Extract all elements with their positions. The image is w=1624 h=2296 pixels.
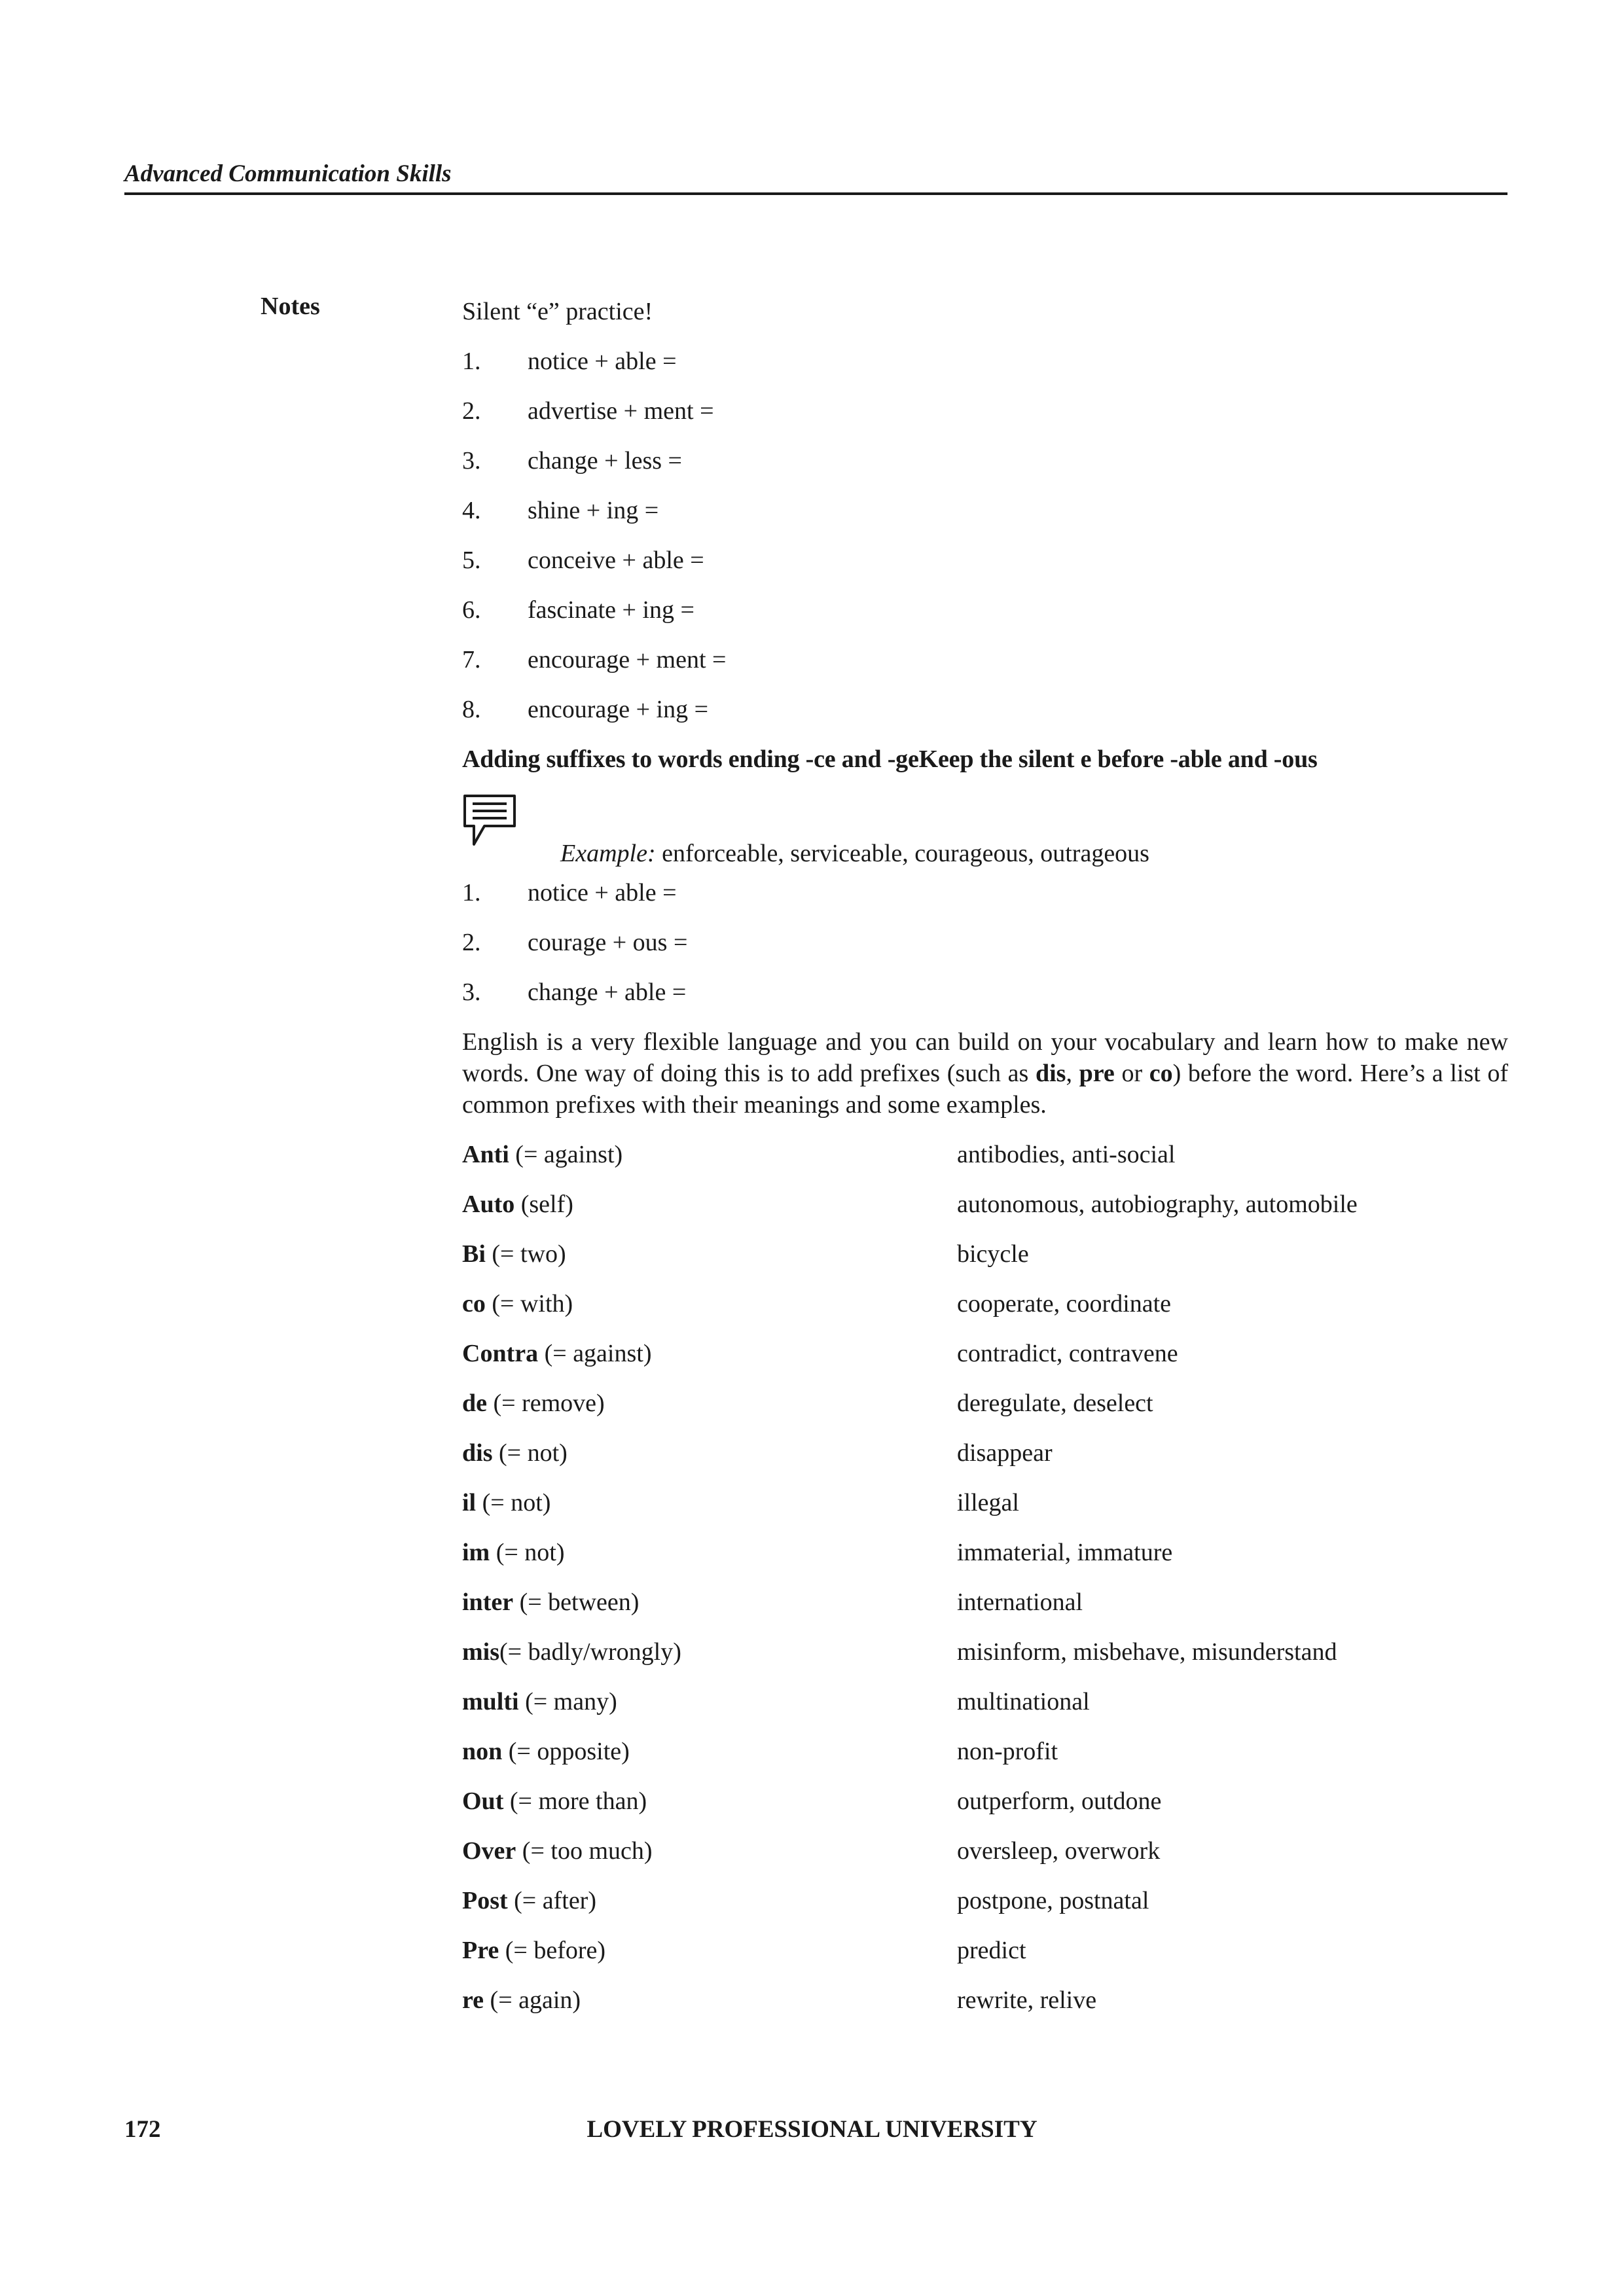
- prefix-term: de: [462, 1390, 487, 1417]
- item-number: 5.: [462, 547, 481, 574]
- prefix-cell: [462, 1139, 957, 1189]
- example-words: enforceable, serviceable, courageous, outrageous: [655, 840, 1149, 867]
- paragraph-text: English is a very flexible language and you can build on your vocabulary and learn how to make new words. One way of doing this is to add prefixes (such as: [462, 1028, 1508, 1087]
- item-number: 1.: [462, 879, 481, 906]
- list-item: [462, 877, 1508, 927]
- prefix-cell: [462, 1189, 957, 1238]
- examples-cell: international: [957, 1588, 1083, 1616]
- examples-cell: illegal: [957, 1489, 1019, 1516]
- example-block: [462, 793, 1508, 877]
- list-item: [462, 644, 1508, 694]
- item-text: encourage + ment =: [528, 646, 727, 673]
- prefix-cell: [462, 1288, 957, 1338]
- table-row: [462, 1636, 1508, 1686]
- prefix-meaning: (self): [514, 1191, 573, 1218]
- prefix-meaning: (= badly/wrongly): [499, 1638, 681, 1666]
- prefix-cell: [462, 1785, 957, 1835]
- suffix-section-heading: Adding suffixes to words ending -ce and -geKeep the silent e before -able and -ous: [462, 745, 1318, 773]
- list-item: [462, 395, 1508, 445]
- header-rule: [124, 192, 1507, 195]
- examples-cell: autonomous, autobiography, automobile: [957, 1191, 1358, 1218]
- table-row: [462, 1885, 1508, 1935]
- prefix-table: [462, 1139, 1508, 2034]
- prefix-meaning: (= not): [492, 1439, 568, 1467]
- examples-cell: disappear: [957, 1439, 1053, 1467]
- table-row: [462, 1238, 1508, 1288]
- item-text: change + less =: [528, 447, 682, 475]
- prefix-meaning: (= not): [490, 1539, 565, 1566]
- prefix-term: dis: [462, 1439, 493, 1467]
- paragraph-text: ,: [1066, 1060, 1079, 1087]
- prefix-term: re: [462, 1986, 484, 2014]
- prefix-term: dis: [1035, 1060, 1066, 1087]
- examples-cell: contradict, contravene: [957, 1340, 1178, 1367]
- table-row: [462, 1686, 1508, 1736]
- table-row: [462, 1487, 1508, 1537]
- prefix-meaning: (= many): [518, 1688, 617, 1715]
- prefix-term: Post: [462, 1887, 508, 1914]
- list-item: [462, 445, 1508, 495]
- item-text: advertise + ment =: [528, 397, 714, 425]
- table-row: [462, 1984, 1508, 2034]
- prefix-meaning: (= after): [507, 1887, 596, 1914]
- prefix-meaning: (= again): [484, 1986, 581, 2014]
- list-item: [462, 594, 1508, 644]
- prefix-term: inter: [462, 1588, 514, 1616]
- prefix-cell: [462, 1587, 957, 1636]
- notes-margin-label: Notes: [261, 293, 320, 320]
- examples-cell: cooperate, coordinate: [957, 1290, 1172, 1318]
- prefix-cell: [462, 1935, 957, 1984]
- prefix-cell: [462, 1537, 957, 1587]
- item-number: 4.: [462, 497, 481, 524]
- table-row: [462, 1189, 1508, 1238]
- prefix-cell: [462, 1388, 957, 1437]
- prefix-term: co: [462, 1290, 486, 1318]
- prefix-term: Pre: [462, 1937, 499, 1964]
- prefix-meaning: (= with): [485, 1290, 573, 1318]
- prefix-cell: [462, 1686, 957, 1736]
- silent-e-list: [462, 346, 1508, 744]
- examples-cell: misinform, misbehave, misunderstand: [957, 1638, 1337, 1666]
- prefix-meaning: (= between): [513, 1588, 640, 1616]
- main-content: [462, 296, 1508, 2034]
- table-row: [462, 1437, 1508, 1487]
- prefix-term: Out: [462, 1787, 504, 1815]
- footer-publisher: LOVELY PROFESSIONAL UNIVERSITY: [586, 2116, 1038, 2143]
- examples-cell: non-profit: [957, 1738, 1058, 1765]
- table-row: [462, 1139, 1508, 1189]
- table-row: [462, 1736, 1508, 1785]
- table-row: [462, 1288, 1508, 1338]
- prefix-meaning: (= opposite): [502, 1738, 630, 1765]
- prefix-term: Bi: [462, 1240, 486, 1268]
- table-row: [462, 1388, 1508, 1437]
- item-number: 7.: [462, 646, 481, 673]
- prefix-cell: [462, 1338, 957, 1388]
- examples-cell: immaterial, immature: [957, 1539, 1173, 1566]
- prefix-meaning: (= too much): [516, 1837, 653, 1865]
- examples-cell: outperform, outdone: [957, 1787, 1162, 1815]
- prefix-meaning: (= two): [485, 1240, 566, 1268]
- list-item: [462, 545, 1508, 594]
- examples-cell: antibodies, anti-social: [957, 1141, 1176, 1168]
- prefix-term: im: [462, 1539, 490, 1566]
- table-row: [462, 1587, 1508, 1636]
- table-row: [462, 1537, 1508, 1587]
- item-text: change + able =: [528, 978, 687, 1006]
- prefix-meaning: (= more than): [503, 1787, 647, 1815]
- list-item: [462, 977, 1508, 1016]
- prefix-cell: [462, 1736, 957, 1785]
- examples-cell: bicycle: [957, 1240, 1029, 1268]
- item-text: fascinate + ing =: [528, 596, 695, 624]
- examples-cell: oversleep, overwork: [957, 1837, 1161, 1865]
- table-row: [462, 1785, 1508, 1835]
- example-text: [560, 838, 1149, 869]
- prefix-term: Over: [462, 1837, 516, 1865]
- item-text: shine + ing =: [528, 497, 659, 524]
- table-row: [462, 1338, 1508, 1388]
- list-item: [462, 346, 1508, 395]
- item-number: 2.: [462, 929, 481, 956]
- item-text: notice + able =: [528, 879, 677, 906]
- prefix-term: non: [462, 1738, 503, 1765]
- note-icon: [462, 793, 517, 847]
- prefix-cell: [462, 1984, 957, 2034]
- item-number: 6.: [462, 596, 481, 624]
- prefix-meaning: (= against): [509, 1141, 623, 1168]
- list-item: [462, 694, 1508, 744]
- prefix-intro-paragraph: [462, 1026, 1508, 1121]
- item-text: encourage + ing =: [528, 696, 709, 723]
- page-number: 172: [124, 2116, 161, 2143]
- prefix-cell: [462, 1238, 957, 1288]
- item-number: 3.: [462, 447, 481, 475]
- examples-cell: rewrite, relive: [957, 1986, 1097, 2014]
- prefix-meaning: (= not): [476, 1489, 551, 1516]
- example-label: Example:: [560, 840, 656, 867]
- prefix-term: multi: [462, 1688, 519, 1715]
- prefix-term: pre: [1079, 1060, 1115, 1087]
- list-item: [462, 495, 1508, 545]
- paragraph-text: or: [1114, 1060, 1149, 1087]
- paragraph-text: ) before the word. Here’s a list of common prefixes with their meanings and some examples.: [462, 1060, 1509, 1119]
- table-row: [462, 1935, 1508, 1984]
- prefix-cell: [462, 1487, 957, 1537]
- item-number: 8.: [462, 696, 481, 723]
- running-title: Advanced Communication Skills: [124, 160, 452, 187]
- prefix-cell: [462, 1636, 957, 1686]
- examples-cell: deregulate, deselect: [957, 1390, 1153, 1417]
- prefix-term: Contra: [462, 1340, 539, 1367]
- silent-e-intro: Silent “e” practice!: [462, 298, 653, 325]
- item-number: 3.: [462, 978, 481, 1006]
- prefix-term: Anti: [462, 1141, 509, 1168]
- list-item: [462, 927, 1508, 977]
- examples-cell: postpone, postnatal: [957, 1887, 1149, 1914]
- item-text: notice + able =: [528, 348, 677, 375]
- suffix-list: [462, 877, 1508, 1016]
- table-row: [462, 1835, 1508, 1885]
- prefix-cell: [462, 1835, 957, 1885]
- item-number: 2.: [462, 397, 481, 425]
- prefix-term: il: [462, 1489, 477, 1516]
- prefix-meaning: (= before): [499, 1937, 606, 1964]
- item-text: courage + ous =: [528, 929, 688, 956]
- prefix-term: Auto: [462, 1191, 515, 1218]
- prefix-term: mis: [462, 1638, 499, 1666]
- examples-cell: multinational: [957, 1688, 1090, 1715]
- examples-cell: predict: [957, 1937, 1026, 1964]
- prefix-cell: [462, 1885, 957, 1935]
- item-text: conceive + able =: [528, 547, 704, 574]
- prefix-cell: [462, 1437, 957, 1487]
- prefix-term: co: [1149, 1060, 1173, 1087]
- prefix-meaning: (= remove): [487, 1390, 605, 1417]
- prefix-meaning: (= against): [538, 1340, 652, 1367]
- item-number: 1.: [462, 348, 481, 375]
